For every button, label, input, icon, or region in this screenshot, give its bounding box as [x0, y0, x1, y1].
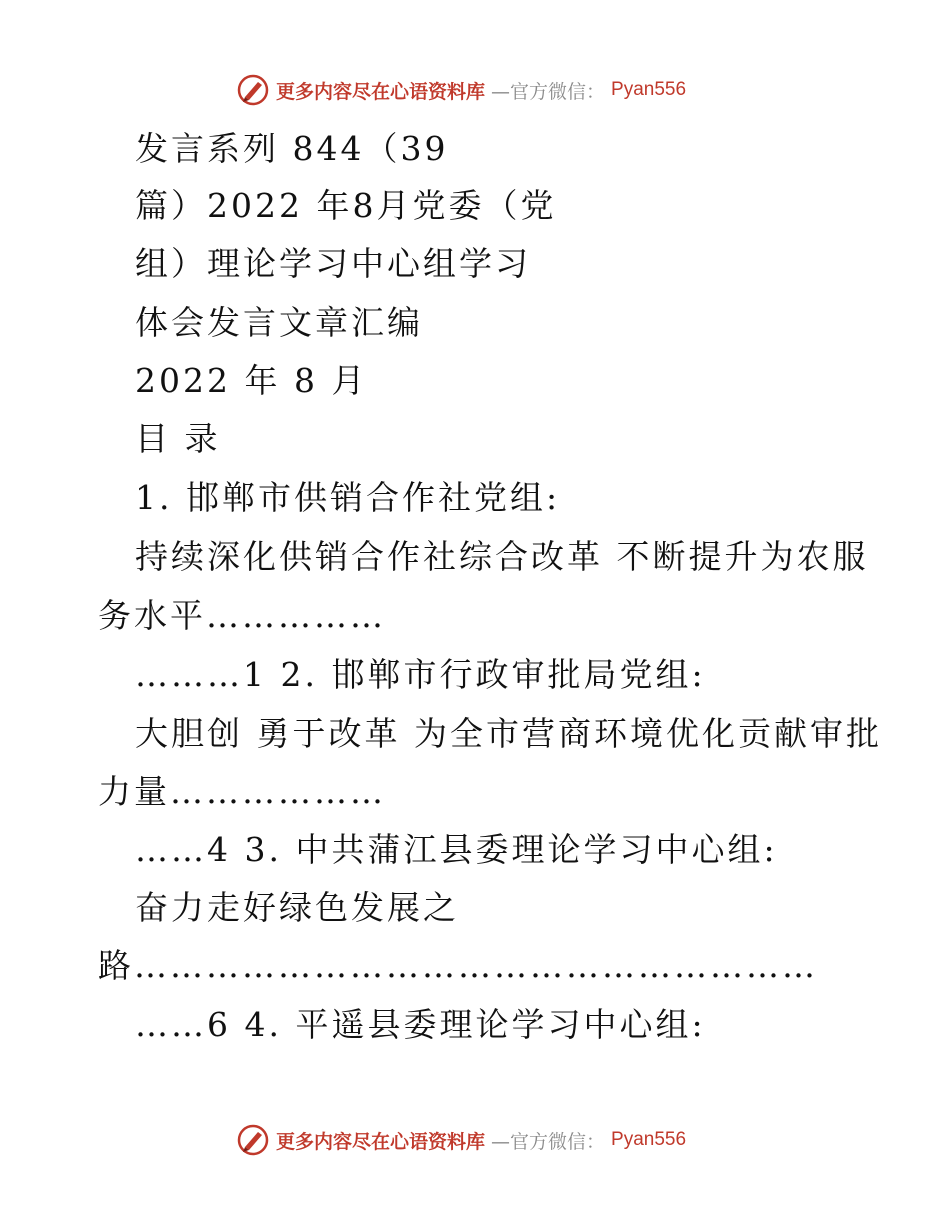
watermark-separator: —官方微信：: [491, 80, 606, 103]
toc-entry-3-source: ……4 3. 中共蒲江县委理论学习中心组:: [135, 830, 778, 869]
doc-date: 2022 年 8 月: [135, 361, 368, 400]
watermark-handle: Pyan556: [611, 79, 687, 100]
pen-logo-icon: [236, 1123, 270, 1157]
toc-entry-4-source: ……6 4. 平遥县委理论学习中心组:: [135, 1005, 706, 1044]
toc-entry-3-title-cont: 路…………………………………………………: [98, 946, 818, 985]
toc-heading: 目 录: [135, 419, 221, 458]
watermark-separator: —官方微信：: [491, 1130, 606, 1153]
watermark-text: 更多内容尽在心语资料库: [276, 1130, 486, 1153]
doc-title-line-1: 发言系列 844（39: [135, 129, 449, 168]
toc-entry-1-title-cont: 务水平……………: [98, 596, 386, 635]
watermark-text: 更多内容尽在心语资料库: [276, 80, 486, 103]
toc-entry-3-title: 奋力走好绿色发展之: [135, 888, 459, 927]
doc-title-line-4: 体会发言文章汇编: [135, 303, 423, 342]
footer-watermark: [236, 1122, 686, 1158]
watermark-handle: Pyan556: [611, 1129, 687, 1150]
toc-entry-2-source: ………1 2. 邯郸市行政审批局党组:: [135, 655, 706, 694]
doc-title-line-3: 组）理论学习中心组学习: [135, 244, 531, 283]
header-watermark: [236, 72, 686, 108]
toc-entry-1-title: 持续深化供销合作社综合改革 不断提升为农服: [135, 537, 869, 576]
toc-entry-1-source: 1. 邯郸市供销合作社党组:: [135, 478, 561, 517]
toc-entry-2-title: 大胆创 勇于改革 为全市营商环境优化贡献审批: [135, 714, 882, 753]
pen-logo-icon: [236, 73, 270, 107]
toc-entry-2-title-cont: 力量………………: [98, 772, 386, 811]
doc-title-line-2: 篇）2022 年8月党委（党: [135, 186, 557, 225]
